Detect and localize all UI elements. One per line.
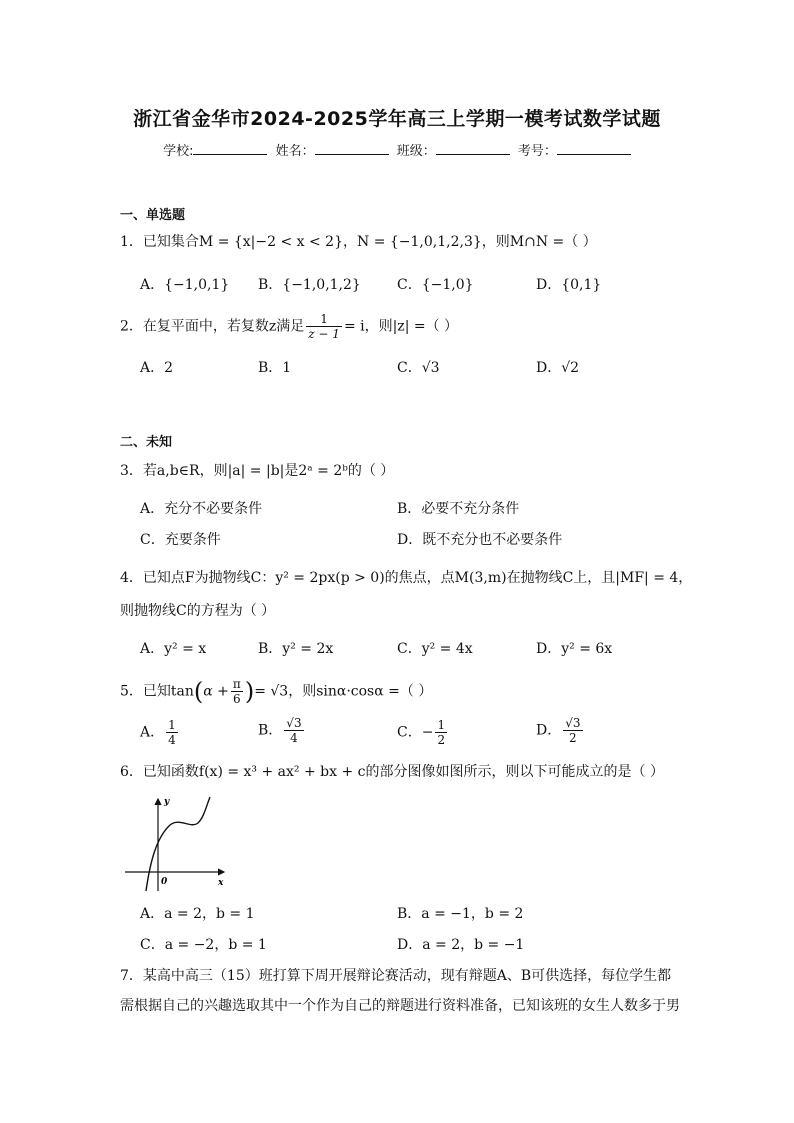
- q5-right-paren: ): [244, 677, 255, 706]
- q5-d-num: √3: [565, 716, 581, 730]
- q1-option-b[interactable]: B．{−1,0,1,2}: [258, 277, 361, 293]
- school-label: 学校:: [163, 144, 194, 159]
- q6-option-d[interactable]: D．a = 2，b = −1: [397, 937, 525, 953]
- student-info-line: [0, 140, 794, 159]
- question-5-stem: [120, 677, 680, 706]
- name-label: 姓名：: [275, 144, 315, 159]
- question-4-stem-line2: 则抛物线C的方程为（ ）: [120, 603, 276, 619]
- q4-option-a[interactable]: A．y² = x: [140, 641, 207, 657]
- name-blank[interactable]: [315, 142, 389, 155]
- q5-c-fraction: [435, 718, 447, 747]
- exam-number-blank[interactable]: [557, 142, 631, 155]
- q5-frac-num: π: [232, 677, 241, 691]
- q2-frac-num: 1: [306, 312, 342, 327]
- q5-d-den: 2: [569, 731, 577, 745]
- q6-option-a[interactable]: A．a = 2，b = 1: [140, 906, 255, 922]
- question-6-stem: 6．已知函数f(x) = x³ + ax² + bx + c的部分图像如图所示，则以下可能成立的是（ ）: [120, 764, 664, 780]
- question-2-stem: [120, 312, 680, 341]
- question-1-stem: 1．已知集合M = {x|−2 < x < 2}，N = {−1,0,1,2,3}，则M∩N =（ ）: [120, 234, 597, 250]
- q5-fraction: [231, 677, 243, 706]
- q5-a-den: 4: [168, 733, 176, 747]
- q5-c-den: 2: [437, 733, 446, 747]
- section-heading-unknown: 二、未知: [120, 435, 173, 450]
- q5-c-num: 1: [437, 718, 446, 732]
- question-7-stem-line1: 7．某高中高三（15）班打算下周开展辩论赛活动，现有辩题A、B可供选择，每位学生都: [120, 968, 672, 984]
- q2-option-d[interactable]: D．√2: [536, 360, 580, 376]
- q5-a-num: 1: [168, 718, 176, 732]
- q1-option-a[interactable]: A．{−1,0,1}: [140, 277, 230, 293]
- q6-option-c[interactable]: C．a = −2，b = 1: [140, 937, 267, 953]
- q5-d-label: D．: [536, 722, 562, 739]
- q4-option-c[interactable]: C．y² = 4x: [397, 641, 473, 657]
- q1-option-d[interactable]: D．{0,1}: [536, 277, 602, 293]
- q5-a-fraction: [166, 718, 178, 747]
- q5-c-label: C．−: [397, 724, 434, 741]
- q2-stem-pre: 2．在复平面中，若复数z满足: [120, 318, 305, 335]
- q3-option-c[interactable]: C．充要条件: [140, 532, 221, 548]
- q5-left-paren: (: [193, 677, 204, 706]
- page-title: 浙江省金华市2024-2025学年高三上学期一模考试数学试题: [133, 108, 661, 130]
- q5-option-c[interactable]: [397, 718, 449, 747]
- question-3-stem: 3．若a,b∈R，则|a| = |b|是2ᵃ = 2ᵇ的（ ）: [120, 463, 395, 479]
- question-4-stem-line1: 4．已知点F为抛物线C：y² = 2px(p > 0)的焦点，点M(3,m)在抛物线C上，且|MF| = 4，: [120, 570, 693, 586]
- q5-b-label: B．: [258, 722, 283, 739]
- q5-b-fraction: [284, 716, 303, 745]
- school-blank[interactable]: [193, 142, 267, 155]
- exam-number-label: 考号：: [517, 144, 557, 159]
- origin-label: 0: [161, 877, 168, 887]
- function-curve: [146, 797, 210, 891]
- q5-stem-post: = √3，则sinα·cosα =（ ）: [254, 683, 433, 700]
- q5-b-num: √3: [286, 716, 302, 730]
- question-7-stem-line2: 需根据自己的兴趣选取其中一个作为自己的辩题进行资料准备，已知该班的女生人数多于男: [120, 998, 680, 1014]
- y-axis-label: y: [164, 797, 170, 807]
- q2-option-b[interactable]: B．1: [258, 360, 292, 376]
- q5-frac-den: 6: [233, 692, 241, 706]
- class-label: 班级：: [396, 144, 436, 159]
- q2-option-c[interactable]: C．√3: [397, 360, 440, 376]
- q5-option-d[interactable]: [536, 716, 585, 745]
- q6-option-b[interactable]: B．a = −1，b = 2: [397, 906, 524, 922]
- section-heading-single-choice: 一、单选题: [120, 208, 186, 223]
- q5-option-a[interactable]: [140, 718, 180, 747]
- q3-option-d[interactable]: D．既不充分也不必要条件: [397, 532, 563, 548]
- x-axis-label: x: [218, 878, 224, 888]
- q4-option-d[interactable]: D．y² = 6x: [536, 641, 613, 657]
- q5-a-label: A．: [140, 724, 165, 741]
- q3-option-b[interactable]: B．必要不充分条件: [397, 501, 520, 517]
- q5-alpha: α +: [203, 683, 229, 700]
- q2-fraction: [306, 312, 342, 341]
- q2-stem-post: = i，则|z| =（ ）: [343, 318, 459, 335]
- class-blank[interactable]: [436, 142, 510, 155]
- q2-frac-den: z − 1: [308, 327, 340, 341]
- q2-option-a[interactable]: A．2: [140, 360, 174, 376]
- q4-option-b[interactable]: B．y² = 2x: [258, 641, 334, 657]
- q5-stem-pre: 5．已知tan: [120, 683, 194, 700]
- q5-option-b[interactable]: [258, 716, 306, 745]
- q5-b-den: 4: [290, 731, 298, 745]
- cubic-function-graph: [120, 793, 230, 893]
- q1-option-c[interactable]: C．{−1,0}: [397, 277, 474, 293]
- q3-option-a[interactable]: A．充分不必要条件: [140, 501, 263, 517]
- q5-d-fraction: [563, 716, 582, 745]
